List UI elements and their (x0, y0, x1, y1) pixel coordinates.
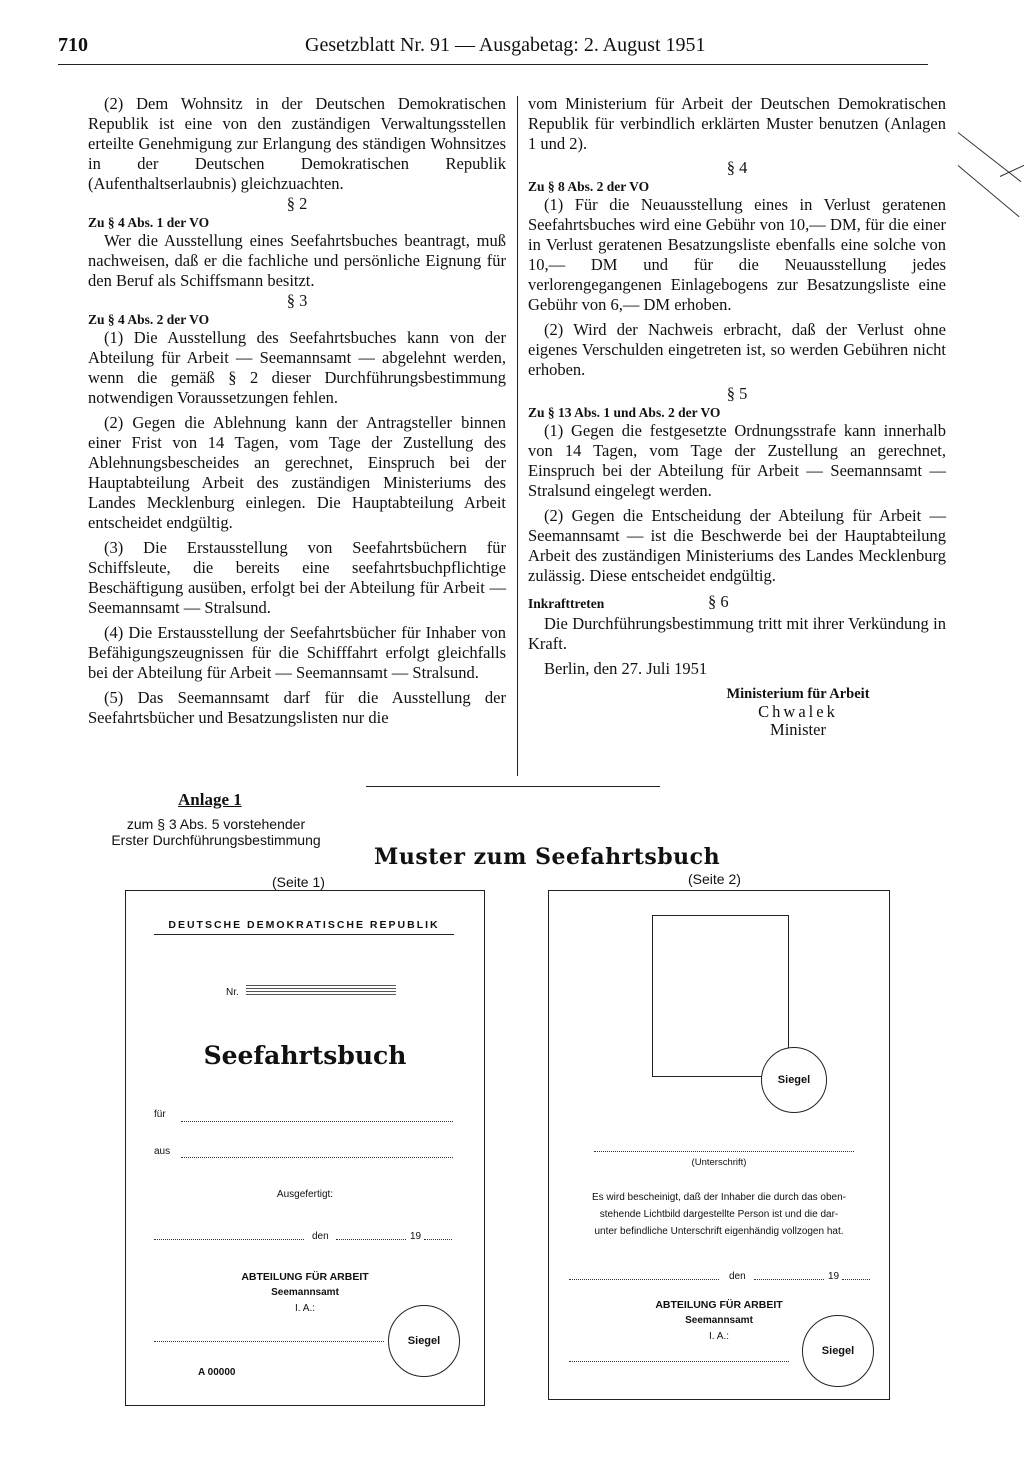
sample-country-rule (154, 934, 454, 935)
seite-2-label: (Seite 2) (688, 871, 741, 887)
section-2-paragraph: Wer die Ausstellung eines Seefahrtsbuches beantragt, muß nachweisen, daß er die fachliche und persönliche Eignung für den Beruf als Schiffsmann besitzt. (88, 231, 506, 290)
sample-unterschrift-label: (Unterschrift) (691, 1157, 747, 1168)
section-6-heading: § 6 (708, 592, 729, 611)
section-2-heading: § 2 (286, 194, 308, 213)
sample-year-label: 19 (410, 1231, 422, 1242)
section-6-paragraph: Die Durchführungsbestimmung tritt mit ihrer Verkündung in Kraft. (528, 614, 946, 653)
sample-den-label: den (729, 1271, 746, 1282)
sample-place-line (154, 1239, 304, 1240)
section-5-reference: Zu § 13 Abs. 1 und Abs. 2 der VO (528, 405, 721, 420)
anlage-reference (86, 816, 346, 848)
certification-line-2: stehende Lichtbild dargestellte Person ist und die dar- (599, 1209, 839, 1220)
signature-role: Minister (770, 720, 826, 739)
section-3-paragraph-3: (3) Die Erstausstellung von Seefahrtsbüchern für Schiffsleute, die bereits eine seefahrtsbuchpflichtige Beschäftigung ausüben, erfolgt bei der Abteilung für Arbeit — Seemannsamt — Stralsund. (88, 538, 506, 617)
section-3-paragraph-5: (5) Das Seemannsamt darf für die Ausstellung der Seefahrtsbücher und Besatzungslisten nur die (88, 688, 506, 727)
certification-line-1: Es wird bescheinigt, daß der Inhaber die durch das oben- (591, 1192, 847, 1203)
sample-office-sub: Seemannsamt (271, 1287, 339, 1298)
left-column (88, 94, 506, 728)
section-5-paragraph-1: (1) Gegen die festgesetzte Ordnungsstrafe kann innerhalb von 14 Tagen, vom Tage der Zustellung an gerechnet, Einspruch bei der Abteilung für Arbeit — Seemannsamt — Stralsund eingelegt werden. (528, 421, 946, 500)
sample-fuer-line (181, 1121, 453, 1122)
sample-page-2 (548, 890, 890, 1400)
section-3-reference: Zu § 4 Abs. 2 der VO (88, 312, 210, 327)
sample-den-label: den (312, 1231, 329, 1242)
sample-year-line (842, 1279, 870, 1280)
sample-nr-field (246, 983, 396, 997)
paragraph-wohnsitz: (2) Dem Wohnsitz in der Deutschen Demokratischen Republik ist eine von den zuständigen Verwaltungsstellen erteilte Genehmigung zur Erlangung des ständigen Wohnsitzes in der Deutschen Demokratischen Republik (Aufenthaltserlaubnis) gleichzuachten. (88, 94, 506, 193)
gazette-header-title: Gesetzblatt Nr. 91 — Ausgabetag: 2. August 1951 (305, 34, 706, 56)
sample-aus-label: aus (154, 1146, 171, 1157)
anlage-title: Anlage 1 (178, 790, 242, 809)
sample-ausgefertigt: Ausgefertigt: (276, 1189, 334, 1200)
sample-signature-line (154, 1341, 384, 1342)
section-4-reference: Zu § 8 Abs. 2 der VO (528, 179, 650, 194)
column-divider (517, 96, 518, 776)
sample-aus-line (181, 1157, 453, 1158)
section-2-reference: Zu § 4 Abs. 1 der VO (88, 215, 210, 230)
sample-office-sub: Seemannsamt (685, 1315, 753, 1326)
sample-seal-stamp: Siegel (802, 1315, 874, 1387)
section-5-paragraph-2: (2) Gegen die Entscheidung der Abteilung für Arbeit — Seemannsamt — ist die Beschwerde bei der Hauptabteilung Arbeit des zuständigen Ministeriums des Landes Mecklenburg zulässig. Diese entscheidet endgültig. (528, 506, 946, 585)
sample-signature-field (594, 1151, 854, 1152)
sample-seal-stamp: Siegel (388, 1305, 460, 1377)
seite-1-label: (Seite 1) (272, 874, 325, 890)
sample-date-line (336, 1239, 406, 1240)
sample-ia: I. A.: (294, 1303, 315, 1314)
sample-office: ABTEILUNG FÜR ARBEIT (241, 1271, 369, 1283)
sample-country-name: DEUTSCHE DEMOKRATISCHE REPUBLIK (168, 919, 440, 931)
certification-line-3: unter befindliche Unterschrift eigenhändig vollzogen hat. (594, 1226, 844, 1237)
sample-year-line (424, 1239, 452, 1240)
sample-fuer-label: für (154, 1109, 166, 1120)
place-and-date: Berlin, den 27. Juli 1951 (544, 659, 708, 678)
sample-signature-line (569, 1361, 789, 1362)
sample-year-label: 19 (828, 1271, 840, 1282)
sample-certification-text (549, 1189, 889, 1240)
sample-place-line (569, 1279, 719, 1280)
muster-title: Muster zum Seefahrtsbuch (374, 844, 721, 870)
section-4-paragraph-2: (2) Wird der Nachweis erbracht, daß der Verlust ohne eigenes Verschulden eingetreten ist, so werden Gebühren nicht erhoben. (528, 320, 946, 379)
section-4-heading: § 4 (726, 158, 748, 177)
right-column (528, 94, 946, 739)
sample-nr-label: Nr. (226, 987, 239, 998)
sample-photo-frame (652, 915, 789, 1077)
section-6-reference: Inkrafttreten (528, 596, 605, 611)
paragraph-continuation: vom Ministerium für Arbeit der Deutschen Demokratischen Republik für verbindlich erklärten Muster benutzen (Anlagen 1 und 2). (528, 94, 946, 153)
section-4-paragraph-1: (1) Für die Neuausstellung eines in Verlust geratenen Seefahrtsbuches wird eine Gebühr von 10,— DM, für die einer in Verlust geratenen Besatzungsliste ebenfalls eine solche von 10,— DM und für die Neuausstellung jedes verlorengegangenen Einlagebogens zur Besatzungsliste eine Gebühr von 6,— DM erhoben. (528, 195, 946, 314)
section-3-paragraph-1: (1) Die Ausstellung des Seefahrtsbuches kann von der Abteilung für Arbeit — Seemannsamt — abgelehnt werden, wenn die gemäß § 2 dieser Durchführungsbestimmung notwendigen Voraussetzungen fehlen. (88, 328, 506, 407)
signature-ministry: Ministerium für Arbeit (726, 686, 870, 702)
section-3-paragraph-2: (2) Gegen die Ablehnung kann der Antragsteller binnen einer Frist von 14 Tagen, vom Tage der Zustellung des Ablehnungsbescheides an gerechnet, Einspruch bei der Hauptabteilung Arbeit des zuständigen Ministeriums des Landes Mecklenburg einlegen. Die Hauptabteilung Arbeit entscheidet endgültig. (88, 413, 506, 532)
page-number: 710 (58, 34, 88, 56)
sample-page-1 (125, 890, 485, 1406)
section-3-paragraph-4: (4) Die Erstausstellung der Seefahrtsbücher für Inhaber von Befähigungszeugnissen für die Schifffahrt erfolgt gleichfalls bei der Abteilung für Arbeit — Seemannsamt — Stralsund. (88, 623, 506, 682)
end-of-text-rule (366, 786, 660, 787)
sample-office: ABTEILUNG FÜR ARBEIT (655, 1299, 783, 1311)
section-3-heading: § 3 (286, 291, 308, 310)
sample-book-title: Seefahrtsbuch (203, 1041, 407, 1070)
sample-date-line (754, 1279, 824, 1280)
sample-ia: I. A.: (708, 1331, 729, 1342)
sample-photo-seal: Siegel (761, 1047, 827, 1113)
anlage-reference-line-2: Erster Durchführungsbestimmung (111, 832, 321, 848)
header-rule (58, 64, 928, 65)
sample-serial-number: A 00000 (198, 1367, 236, 1378)
anlage-reference-line-1: zum § 3 Abs. 5 vorstehender (126, 816, 306, 832)
section-5-heading: § 5 (726, 384, 748, 403)
signature-name: Chwalek (758, 702, 838, 721)
